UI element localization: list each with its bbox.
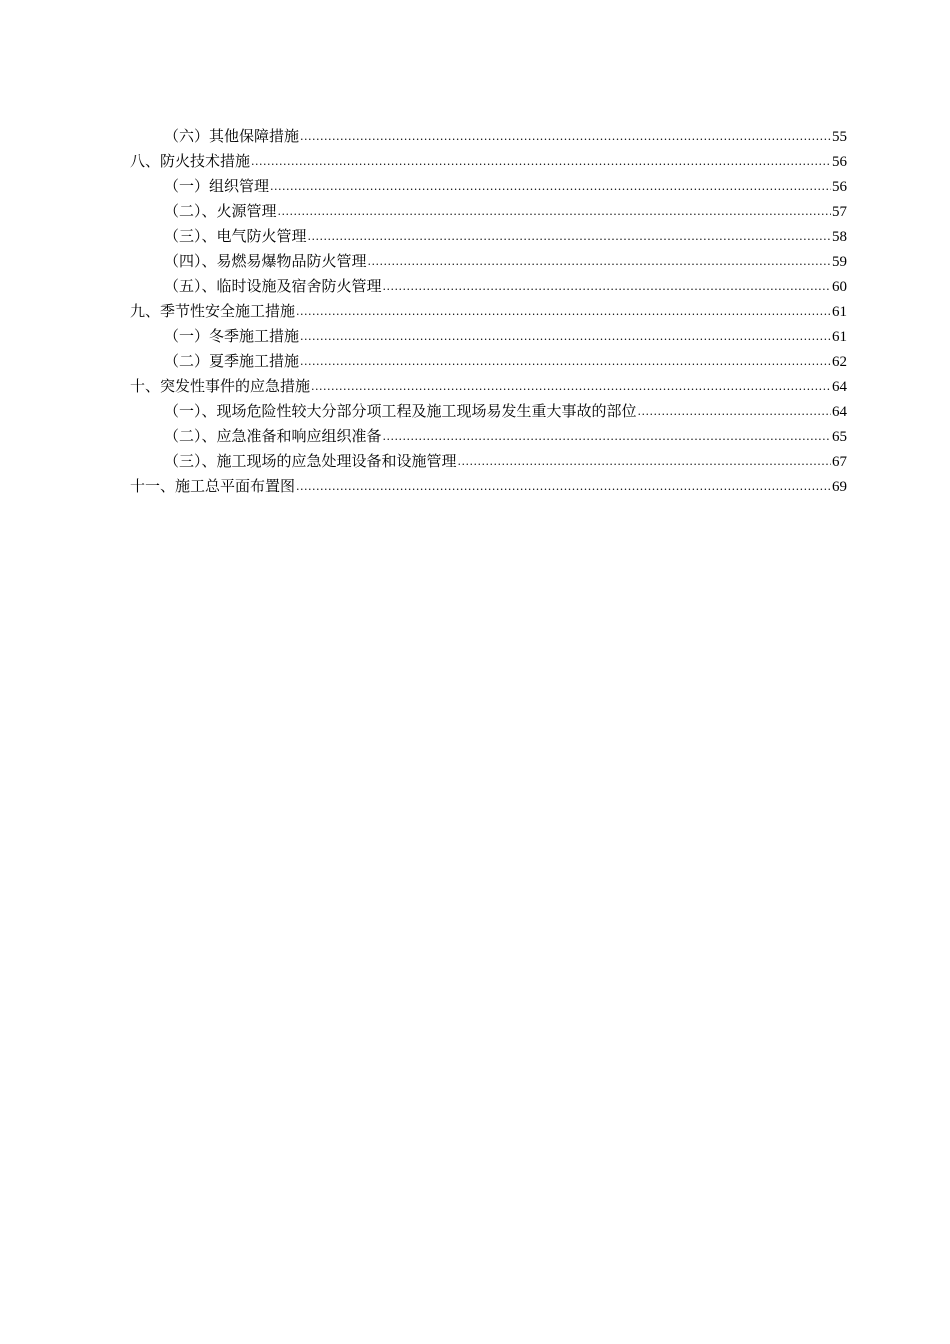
toc-entry-page: 57 xyxy=(832,204,847,220)
toc-entry-title: （一）组织管理 xyxy=(164,177,270,195)
toc-entry[interactable] xyxy=(130,449,847,474)
toc-entry-page: 64 xyxy=(832,404,847,420)
toc-entry-title: （二）、应急准备和响应组织准备 xyxy=(164,427,382,445)
toc-entry-title: 九、季节性安全施工措施 xyxy=(130,302,296,320)
toc-entry-page: 58 xyxy=(832,229,847,245)
toc-entry[interactable] xyxy=(130,149,847,174)
toc-entry[interactable] xyxy=(130,274,847,299)
toc-entry-page: 61 xyxy=(832,329,847,345)
toc-entry-page: 61 xyxy=(832,304,847,320)
toc-entry[interactable] xyxy=(130,324,847,349)
toc-entry-title: （三）、施工现场的应急处理设备和设施管理 xyxy=(164,452,457,470)
toc-entry[interactable] xyxy=(130,174,847,199)
toc-entry-title: （五）、临时设施及宿舍防火管理 xyxy=(164,277,382,295)
toc-dot-leader xyxy=(308,224,831,249)
toc-entry-page: 64 xyxy=(832,379,847,395)
toc-entry-title: （三）、电气防火管理 xyxy=(164,227,307,245)
toc-entry-page: 65 xyxy=(832,429,847,445)
toc-entry-title: （二）夏季施工措施 xyxy=(164,352,300,370)
table-of-contents xyxy=(130,124,847,499)
toc-dot-leader xyxy=(311,374,831,399)
toc-entry[interactable] xyxy=(130,374,847,399)
toc-dot-leader xyxy=(368,249,831,274)
toc-entry[interactable] xyxy=(130,424,847,449)
toc-entry[interactable] xyxy=(130,249,847,274)
toc-entry-page: 60 xyxy=(832,279,847,295)
toc-entry-title: 八、防火技术措施 xyxy=(130,152,251,170)
toc-dot-leader xyxy=(296,474,831,499)
toc-dot-leader xyxy=(300,349,831,374)
toc-entry-page: 55 xyxy=(832,129,847,145)
toc-dot-leader xyxy=(296,299,831,324)
toc-dot-leader xyxy=(300,124,831,149)
toc-dot-leader xyxy=(458,449,831,474)
toc-entry-title: （四）、易燃易爆物品防火管理 xyxy=(164,252,367,270)
toc-entry-title: （一）、现场危险性较大分部分项工程及施工现场易发生重大事故的部位 xyxy=(164,402,637,420)
toc-entry[interactable] xyxy=(130,474,847,499)
toc-entry-page: 56 xyxy=(832,154,847,170)
toc-entry-title: （一）冬季施工措施 xyxy=(164,327,300,345)
toc-entry[interactable] xyxy=(130,199,847,224)
toc-entry[interactable] xyxy=(130,349,847,374)
toc-entry-page: 56 xyxy=(832,179,847,195)
toc-entry[interactable] xyxy=(130,299,847,324)
toc-entry-page: 69 xyxy=(832,479,847,495)
toc-dot-leader xyxy=(270,174,831,199)
toc-dot-leader xyxy=(300,324,831,349)
toc-entry[interactable] xyxy=(130,399,847,424)
toc-entry-page: 59 xyxy=(832,254,847,270)
toc-entry-title: 十一、施工总平面布置图 xyxy=(130,477,296,495)
toc-entry-title: 十、突发性事件的应急措施 xyxy=(130,377,311,395)
toc-dot-leader xyxy=(383,424,831,449)
toc-entry-page: 62 xyxy=(832,354,847,370)
toc-entry-page: 67 xyxy=(832,454,847,470)
toc-dot-leader xyxy=(278,199,831,224)
toc-entry-title: （二）、火源管理 xyxy=(164,202,277,220)
toc-entry[interactable] xyxy=(130,124,847,149)
toc-dot-leader xyxy=(383,274,831,299)
toc-entry-title: （六）其他保障措施 xyxy=(164,127,300,145)
toc-dot-leader xyxy=(638,399,831,424)
toc-entry[interactable] xyxy=(130,224,847,249)
toc-dot-leader xyxy=(251,149,831,174)
